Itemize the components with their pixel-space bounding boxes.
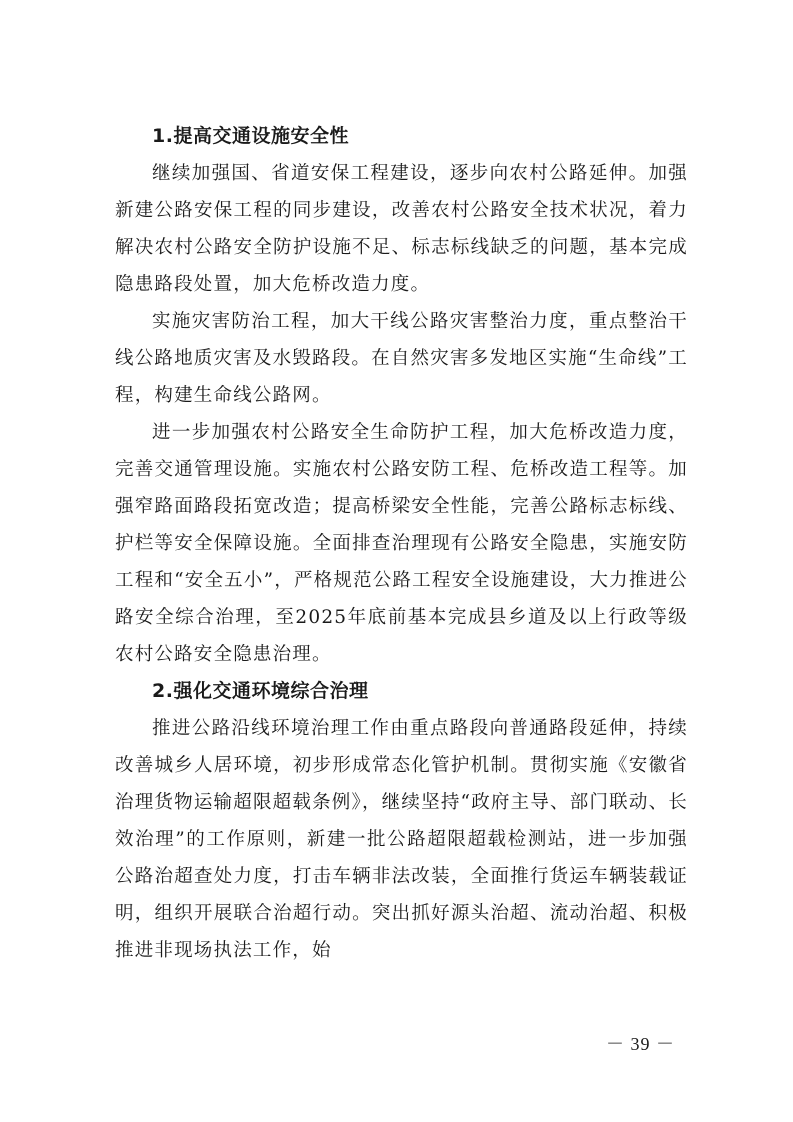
page-content [115,118,688,969]
section-heading-1: 1.提高交通设施安全性 [152,125,349,147]
section-2-paragraph-1: 推进公路沿线环境治理工作由重点路段向普通路段延伸，持续改善城乡人居环境，初步形成常态化管护机制。贯彻实施《安徽省治理货物运输超限超载条例》，继续坚持“政府主导、部门联动、长效治理”的工作原则，新建一批公路超限超载检测站，进一步加强公路治超查处力度，打击车辆非法改装，全面推行货运车辆装载证明，组织开展联合治超行动。突出抓好源头治超、流动治超、积极推进非现场执法工作，始 [115,718,688,961]
page-number: － 39 － [606,1034,675,1054]
section-1-paragraph-3: 进一步加强农村公路安全生命防护工程，加大危桥改造力度，完善交通管理设施。实施农村公路安防工程、危桥改造工程等。加强窄路面路段拓宽改造；提高桥梁安全性能，完善公路标志标线、护栏等安全保障设施。全面排查治理现有公路安全隐患，实施安防工程和“安全五小”，严格规范公路工程安全设施建设，大力推进公路安全综合治理，至2025年底前基本完成县乡道及以上行政等级农村公路安全隐患治理。 [115,422,688,665]
section-heading-2: 2.强化交通环境综合治理 [152,680,369,702]
section-1-paragraph-2: 实施灾害防治工程，加大干线公路灾害整治力度，重点整治干线公路地质灾害及水毁路段。在自然灾害多发地区实施“生命线”工程，构建生命线公路网。 [115,311,688,406]
section-1-paragraph-1: 继续加强国、省道安保工程建设，逐步向农村公路延伸。加强新建公路安保工程的同步建设，改善农村公路安全技术状况，着力解决农村公路安全防护设施不足、标志标线缺乏的问题，基本完成隐患路段处置，加大危桥改造力度。 [115,163,688,295]
